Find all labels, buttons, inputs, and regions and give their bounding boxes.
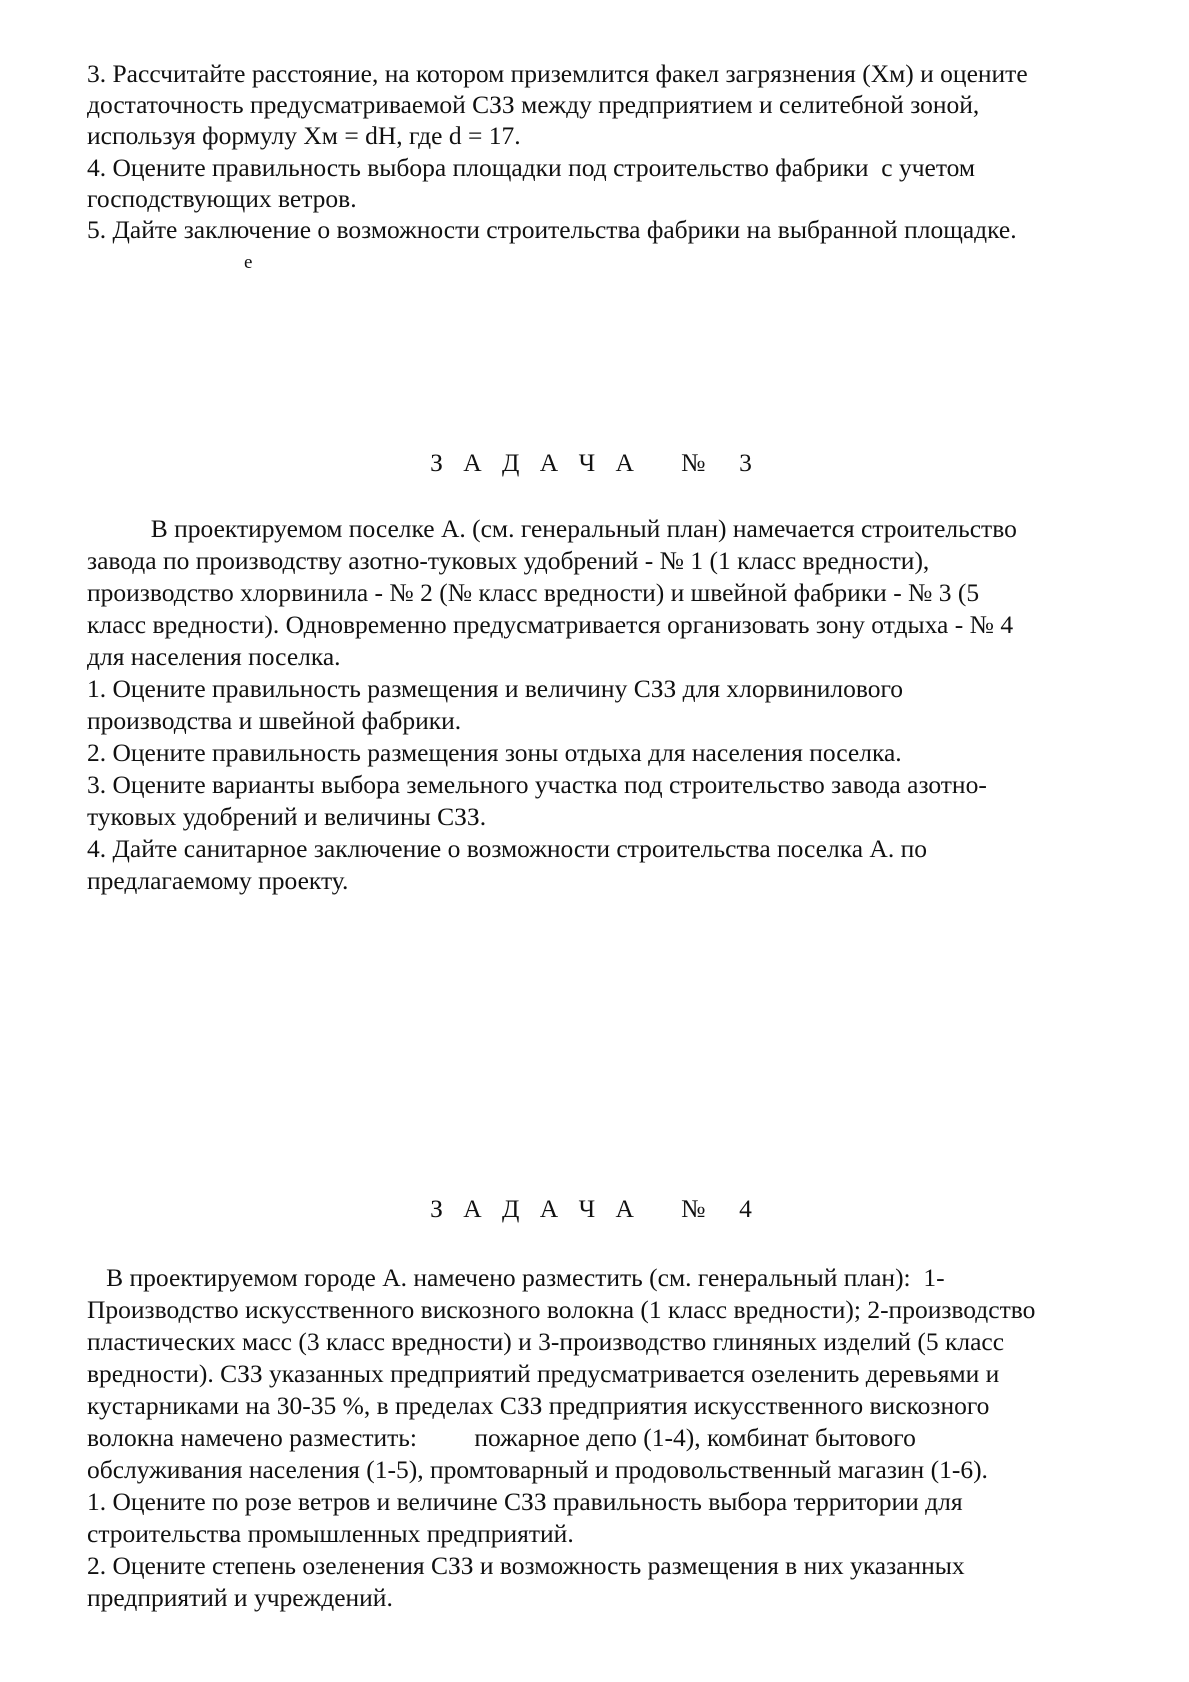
text-line: Производство искусственного вискозного волокна (1 класс вредности); 2-производство xyxy=(87,1295,1036,1324)
text-line: достаточность предусматриваемой СЗЗ между предприятием и селитебной зоной, xyxy=(87,90,980,119)
text-line: 2. Оцените степень озеленения СЗЗ и возможность размещения в них указанных xyxy=(87,1551,965,1580)
task-4-heading: З А Д А Ч А № 4 xyxy=(430,1194,759,1223)
text-line: 2. Оцените правильность размещения зоны отдыха для населения поселка. xyxy=(87,738,902,767)
text-line: волокна намечено разместить: пожарное депо (1-4), комбинат бытового xyxy=(87,1423,916,1452)
text-line: производство хлорвинила - № 2 (№ класс вредности) и швейной фабрики - № 3 (5 xyxy=(87,578,980,607)
stray-character: е xyxy=(244,252,253,273)
text-line: предлагаемому проекту. xyxy=(87,866,349,895)
text-line: вредности). СЗЗ указанных предприятий предусматривается озеленить деревьями и xyxy=(87,1359,1000,1388)
text-line: В проектируемом городе А. намечено разместить (см. генеральный план): 1- xyxy=(87,1263,945,1292)
text-line: туковых удобрений и величины СЗЗ. xyxy=(87,802,487,831)
text-line: 4. Оцените правильность выбора площадки под строительство фабрики с учетом xyxy=(87,153,976,182)
text-line: 3. Рассчитайте расстояние, на котором приземлится факел загрязнения (Хм) и оцените xyxy=(87,59,1028,88)
text-line: В проектируемом поселке А. (см. генеральный план) намечается строительство xyxy=(87,514,1017,543)
text-line: класс вредности). Одновременно предусматривается организовать зону отдыха - № 4 xyxy=(87,610,1014,639)
text-line: производства и швейной фабрики. xyxy=(87,706,462,735)
task-3-heading: З А Д А Ч А № 3 xyxy=(430,448,759,477)
text-line: 4. Дайте санитарное заключение о возможности строительства поселка А. по xyxy=(87,834,927,863)
text-line: для населения поселка. xyxy=(87,642,341,671)
text-line: обслуживания населения (1-5), промтоварный и продовольственный магазин (1-6). xyxy=(87,1455,988,1484)
text-line: кустарниками на 30-35 %, в пределах СЗЗ предприятия искусственного вискозного xyxy=(87,1391,990,1420)
text-line: 1. Оцените по розе ветров и величине СЗЗ правильность выбора территории для xyxy=(87,1487,963,1516)
text-line: используя формулу Хм = dH, где d = 17. xyxy=(87,121,521,150)
text-line: завода по производству азотно-туковых удобрений - № 1 (1 класс вредности), xyxy=(87,546,930,575)
text-line: господствующих ветров. xyxy=(87,184,357,213)
text-line: 5. Дайте заключение о возможности строительства фабрики на выбранной площадке. xyxy=(87,215,1017,244)
text-line: предприятий и учреждений. xyxy=(87,1583,393,1612)
text-line: строительства промышленных предприятий. xyxy=(87,1519,574,1548)
text-line: 1. Оцените правильность размещения и величину СЗЗ для хлорвинилового xyxy=(87,674,904,703)
text-line: пластических масс (3 класс вредности) и 3-производство глиняных изделий (5 класс xyxy=(87,1327,1005,1356)
text-line: 3. Оцените варианты выбора земельного участка под строительство завода азотно- xyxy=(87,770,987,799)
